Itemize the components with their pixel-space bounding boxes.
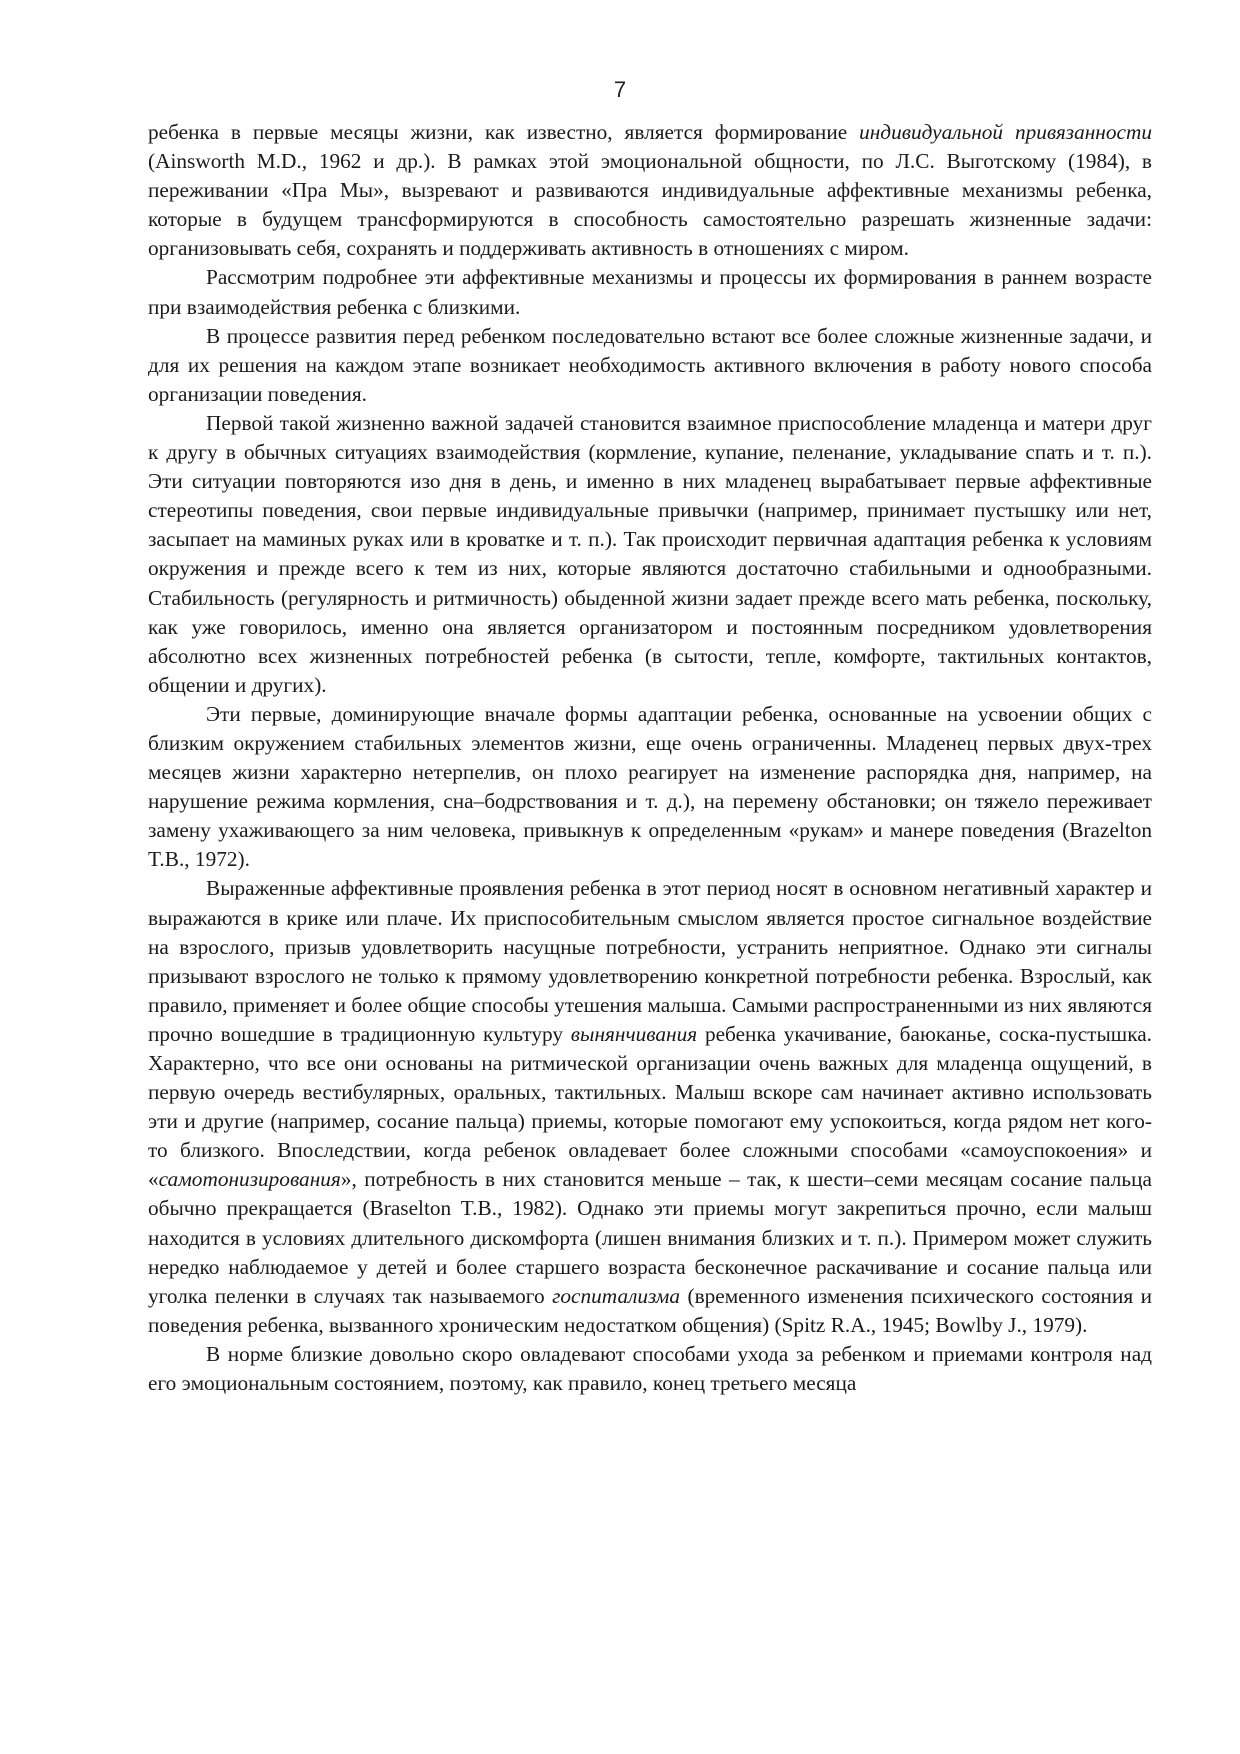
- paragraph: [148, 874, 1152, 1340]
- italic-term: госпитализма: [552, 1283, 681, 1308]
- text-body: [148, 118, 1152, 1398]
- paragraph: [148, 1340, 1152, 1398]
- text-segment: Выраженные аффективные проявления ребенка в этот период носят в основном негативный характер и выражаются в крике или плаче. Их приспособительным смыслом является простое сигнальное воздействие на взрослого, призыв удовлетворить насущные потребности, устранить неприятное. Однако эти сигналы призывают взрослого не только к прямому удовлетворению конкретной потребности ребенка. Взрослый, как правило, применяет и более общие способы утешения малыша. Самыми распространенными из них являются прочно вошедшие в традиционную культуру: [148, 876, 1152, 1046]
- paragraph: [148, 263, 1152, 321]
- paragraph: [148, 409, 1152, 700]
- italic-term: индивидуальной привязанности: [859, 120, 1153, 144]
- text-segment: ребенка в первые месяцы жизни, как известно, является формирование: [148, 120, 860, 144]
- page-number: 7: [613, 77, 627, 102]
- italic-term: самотонизирования: [158, 1167, 341, 1192]
- italic-term: вынянчивания: [570, 1021, 698, 1046]
- text-segment: В процессе развития перед ребенком последовательно встают все более сложные жизненные задачи, и для их решения на каждом этапе возникает необходимость активного включения в работу нового способа организации поведения.: [148, 323, 1152, 406]
- text-segment: », потребность в них становится меньше – так, к шести–семи месяцам сосание пальца обычно прекращается (Braselton T.B., 1982). Однако эти приемы могут закрепиться прочно, если малыш находится в условиях длительного дискомфорта (лишен внимания близких и т. п.). Примером может служить нередко наблюдаемое у детей и более старшего возраста бесконечное раскачивание и сосание пальца или уголка пеленки в случаях так называемого: [148, 1167, 1152, 1308]
- text-segment: ребенка укачивание, баюканье, соска-пустышка. Характерно, что все они основаны на ритмической организации очень важных для младенца ощущений, в первую очередь вестибулярных, оральных, тактильных. Малыш вскоре сам начинает активно использовать эти и другие (например, сосание пальца) приемы, которые помогают ему успокоиться, когда рядом нет кого-то близкого. Впоследствии, когда ребенок овладевает более сложными способами «самоуспокоения» и «: [148, 1021, 1152, 1192]
- paragraph: [148, 118, 1152, 263]
- text-segment: Первой такой жизненно важной задачей становится взаимное приспособление младенца и матери друг к другу в обычных ситуациях взаимодействия (кормление, купание, пеленание, укладывание спать и т. п.). Эти ситуации повторяются изо дня в день, и именно в них младенец вырабатывает первые аффективные стереотипы поведения, свои первые индивидуальные привычки (например, принимает пустышку или нет, засыпает на маминых руках или в кроватке и т. п.). Так происходит первичная адаптация ребенка к условиям окружения и прежде всего к тем из них, которые являются достаточно стабильными и однообразными. Стабильность (регулярность и ритмичность) обыденной жизни задает прежде всего мать ребенка, поскольку, как уже говорилось, именно она является организатором и постоянным посредником удовлетворения абсолютно всех жизненных потребностей ребенка (в сытости, тепле, комфорте, тактильных контактов, общении и других).: [148, 410, 1152, 697]
- text-segment: Рассмотрим подробнее эти аффективные механизмы и процессы их формирования в раннем возрасте при взаимодействия ребенка с близкими.: [148, 265, 1152, 319]
- text-segment: Эти первые, доминирующие вначале формы адаптации ребенка, основанные на усвоении общих с близким окружением стабильных элементов жизни, еще очень ограниченны. Младенец первых двух-трех месяцев жизни характерно нетерпелив, он плохо реагирует на изменение распорядка дня, например, на нарушение режима кормления, сна–бодрствования и т. д.), на перемену обстановки; он тяжело переживает замену ухаживающего за ним человека, привыкнув к определенным «рукам» и манере поведения (Brazelton T.B., 1972).: [148, 701, 1152, 872]
- text-segment: (временного изменения психического состояния и поведения ребенка, вызванного хроническим недостатком общения) (Spitz R.A., 1945; Bowlby J., 1979).: [148, 1283, 1152, 1337]
- text-segment: В норме близкие довольно скоро овладевают способами ухода за ребенком и приемами контроля над его эмоциональным состоянием, поэтому, как правило, конец третьего месяца: [148, 1341, 1152, 1396]
- paragraph: [148, 322, 1152, 409]
- text-segment: (Ainsworth M.D., 1962 и др.). В рамках этой эмоциональной общности, по Л.С. Выготскому (1984), в переживании «Пра Мы», вызревают и развиваются индивидуальные аффективные механизмы ребенка, которые в будущем трансформируются в способность самостоятельно разрешать жизненные задачи: организовывать себя, сохранять и поддерживать активность в отношениях с миром.: [148, 149, 1152, 261]
- paragraph: [148, 700, 1152, 875]
